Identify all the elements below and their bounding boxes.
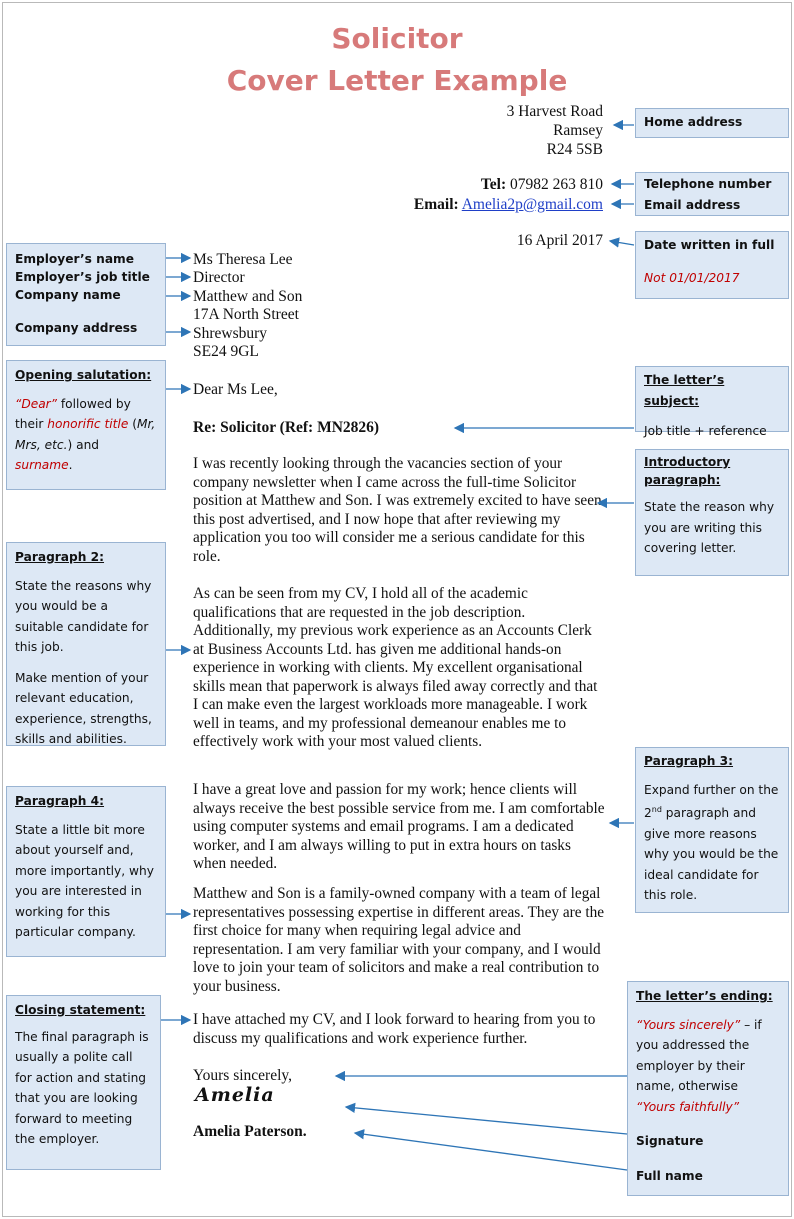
note-salutation-examples: Mr, Mrs, etc. [15, 417, 156, 452]
email-label: Email: [413, 196, 459, 213]
note-p2-text-2: Make mention of your relevant education, experience, strengths, skills and abilities. [15, 670, 152, 746]
email-link[interactable]: Amelia2p@gmail.com [461, 196, 603, 213]
letter-salutation: Dear Ms Lee, [193, 381, 278, 398]
note-salutation-heading: Opening salutation: [15, 368, 152, 382]
page-title-line1: Solicitor [331, 22, 463, 55]
note-subject-heading: The letter’s subject: [644, 373, 725, 408]
recipient-street: 17A North Street [193, 306, 299, 323]
note-p2-heading: Paragraph 2: [15, 550, 105, 564]
note-ending-heading: The letter’s ending: [636, 989, 773, 1003]
telephone-label: Tel: [480, 176, 507, 193]
note-date-heading: Date written in full [644, 238, 775, 252]
note-salutation-surname: surname [15, 458, 69, 472]
note-p4-heading: Paragraph 4: [15, 794, 105, 808]
note-p3-heading: Paragraph 3: [644, 754, 734, 768]
arrow-fullname [355, 1133, 627, 1170]
letter-paragraph-3: I have a great love and passion for my work; hence clients will always receive the best possible service from me. I am comfortable using computer systems and email programs. I am a dedicated worker, and I am always willing to put in extra hours on tasks when needed. [193, 781, 605, 872]
letter-date: 16 April 2017 [516, 232, 603, 249]
full-name: Amelia Paterson. [193, 1123, 307, 1140]
note-fullname-label: Full name [636, 1168, 703, 1183]
note-closing-heading: Closing statement: [15, 1003, 146, 1017]
note-salutation-dear: “Dear” [15, 396, 57, 411]
note-email-label: Email address [644, 197, 741, 212]
sender-address-line-3: R24 5SB [546, 141, 603, 158]
note-p2-text-1: State the reasons why you would be a suitable candidate for this job. [15, 578, 152, 654]
note-p3-text-b: paragraph and give more reasons why you would be the ideal candidate for this role. [644, 806, 779, 903]
note-salutation-text-d: . [68, 458, 73, 472]
letter-paragraph-5: I have attached my CV, and I look forward to hearing from you to discuss my qualifications and work experience further. [193, 1011, 596, 1047]
note-salutation-text-c: ) and [67, 437, 100, 452]
note-p3-sup: nd [651, 805, 662, 814]
note-salutation-honorific: honorific title [47, 417, 129, 431]
page-title-line2: Cover Letter Example [226, 64, 568, 97]
note-intro-text: State the reason why you are writing this covering letter. [644, 500, 775, 555]
recipient-city: Shrewsbury [193, 325, 268, 342]
note-date-example: Not 01/01/2017 [644, 270, 740, 285]
note-ending-faithfully: “Yours faithfully” [636, 1099, 740, 1114]
note-ending-sincerely: “Yours sincerely” [636, 1017, 741, 1032]
letter-closing: Yours sincerely, [193, 1067, 293, 1084]
note-home-address-label: Home address [644, 115, 743, 129]
sender-address-line-1: 3 Harvest Road [506, 103, 603, 120]
note-company-address: Company address [15, 321, 138, 335]
letter-paragraph-2: As can be seen from my CV, I hold all of the academic qualifications that are requested in the job description. Additionally, my previous work experience as an Accounts Clerk at Business Accounts Ltd. has given me additional hands-on experience in working with clients. My excellent organisational skills mean that paperwork is always filed away correctly and that I can make even the largest workloads more manageable. I work well in teams, and my professional demeanour enables me to effectively work with your most valued clients. [193, 585, 598, 750]
note-subject-text: Job title + reference [644, 424, 767, 438]
note-closing-text: The final paragraph is usually a polite call for action and stating that you are looking forward to meeting the employer. [15, 1029, 149, 1146]
arrow-date [610, 241, 634, 245]
note-signature-label: Signature [636, 1134, 704, 1148]
arrow-signature [346, 1107, 627, 1134]
sender-address-line-2: Ramsey [553, 122, 603, 139]
note-p4-text: State a little bit more about yourself and, more importantly, why you are interested in working for this particular company. [15, 822, 154, 939]
telephone-value: 07982 263 810 [510, 176, 603, 193]
note-salutation-text-a: followed by their [15, 396, 131, 431]
recipient-company: Matthew and Son [193, 288, 303, 305]
note-employer-title: Employer’s job title [15, 270, 150, 284]
note-salutation-text-b: ( [128, 417, 137, 431]
note-company-name: Company name [15, 288, 121, 302]
recipient-title: Director [193, 269, 245, 286]
signature: Amelia [195, 1084, 275, 1106]
note-telephone-label: Telephone number [644, 177, 772, 191]
recipient-postcode: SE24 9GL [193, 343, 259, 360]
recipient-name: Ms Theresa Lee [193, 251, 293, 268]
letter-subject: Re: Solicitor (Ref: MN2826) [193, 419, 380, 436]
note-p3-text-a: Expand further on the 2 [644, 782, 779, 821]
note-ending-text-a: – if you addressed the employer by their name, otherwise [636, 1017, 762, 1093]
note-employer-name: Employer’s name [15, 252, 135, 266]
letter-paragraph-1: I was recently looking through the vacancies section of your company newsletter when I came across the full-time Solicitor position at Matthew and Son. I was extremely excited to have seen this post advertised, and I now hope that after reviewing my application you too will consider me a serious candidate for this role. [193, 455, 602, 565]
letter-paragraph-4: Matthew and Son is a family-owned company with a team of legal representatives possessing expertise in different areas. They are the first choice for many when requiring legal advice and representation. I am very familiar with your company, and I would love to join your team of solicitors and make a real contribution to your business. [193, 885, 605, 995]
note-intro-heading: Introductory paragraph: [644, 455, 731, 487]
